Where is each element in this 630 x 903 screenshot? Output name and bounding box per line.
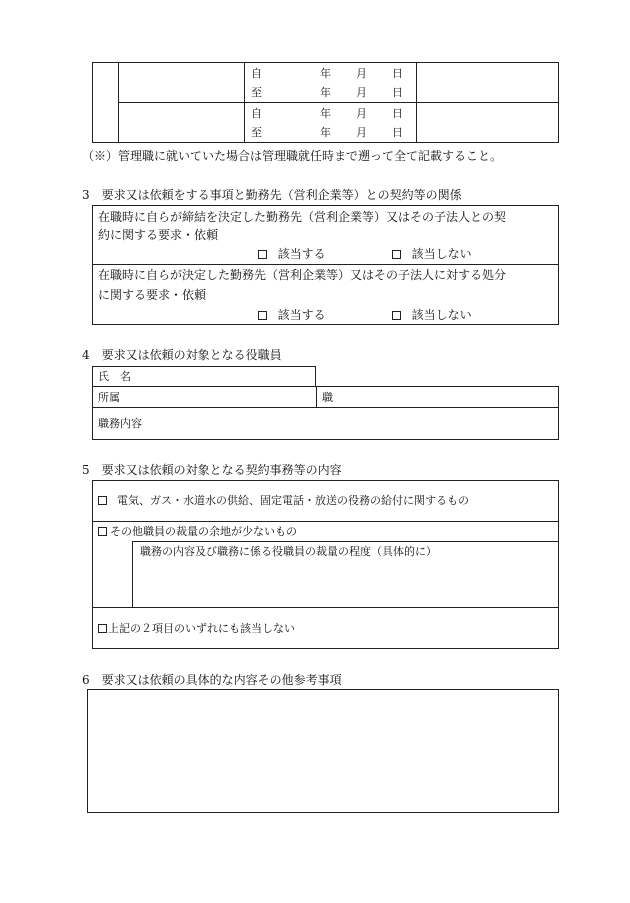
month-label: 月 xyxy=(356,86,367,99)
option3-label: 上記の２項目のいずれにも該当しない xyxy=(108,622,295,635)
item2-line2: に関する要求・依頼 xyxy=(98,288,207,302)
table-divider xyxy=(316,386,317,408)
name-label: 氏 名 xyxy=(98,370,131,383)
checkbox-icon[interactable] xyxy=(258,311,267,320)
applies-label: 該当する xyxy=(277,308,326,322)
table-divider xyxy=(92,264,559,265)
year-label: 年 xyxy=(320,126,331,139)
day-label: 日 xyxy=(392,107,403,120)
position-cell[interactable] xyxy=(417,63,558,101)
section4-title: 4 要求又は依頼の対象となる役職員 xyxy=(82,348,282,362)
dept-input[interactable] xyxy=(125,387,314,406)
checkbox-icon[interactable] xyxy=(98,527,107,536)
table-divider xyxy=(92,607,559,608)
table-divider xyxy=(132,541,559,542)
item2-line1: 在職時に自らが決定した勤務先（営利企業等）又はその子法人に対する処分 xyxy=(98,268,507,282)
checkbox-icon[interactable] xyxy=(392,311,401,320)
item1-line2: 約に関する要求・依頼 xyxy=(98,228,219,242)
not-applies-label: 該当しない xyxy=(411,308,472,322)
option1[interactable] xyxy=(98,495,469,506)
option2-detail-input[interactable] xyxy=(134,560,557,605)
year-label: 年 xyxy=(320,67,331,80)
note-text: （※）管理職に就いていた場合は管理職就任時まで遡って全て記載すること。 xyxy=(82,149,503,163)
applies-label: 該当する xyxy=(277,247,326,261)
checkbox-icon[interactable] xyxy=(392,250,401,259)
year-label: 年 xyxy=(320,86,331,99)
section5-title: 5 要求又は依頼の対象となる契約事務等の内容 xyxy=(82,463,342,477)
to-label: 至 xyxy=(251,126,262,139)
day-label: 日 xyxy=(392,67,403,80)
checkbox-icon[interactable] xyxy=(98,624,107,633)
position-cell[interactable] xyxy=(417,103,558,141)
duties-label: 職務内容 xyxy=(98,417,142,430)
position-label: 職 xyxy=(322,391,333,404)
name-input[interactable] xyxy=(140,367,314,385)
dept-label: 所属 xyxy=(98,391,120,404)
duties-input[interactable] xyxy=(150,408,557,438)
month-label: 月 xyxy=(356,67,367,80)
month-label: 月 xyxy=(356,107,367,120)
item1-line1: 在職時に自らが締結を決定した勤務先（営利企業等）又はその子法人との契 xyxy=(98,210,507,224)
company-name-cell[interactable] xyxy=(119,63,243,101)
option1-label: 電気、ガス・水道水の供給、固定電話・放送の役務の給付に関するもの xyxy=(117,494,469,507)
item1-applies-option[interactable] xyxy=(258,248,326,260)
from-label: 自 xyxy=(251,107,262,120)
from-label: 自 xyxy=(251,67,262,80)
option2-label: その他職員の裁量の余地が少ないもの xyxy=(110,525,297,538)
table-divider xyxy=(92,521,559,522)
day-label: 日 xyxy=(392,126,403,139)
section3-title: 3 要求又は依頼をする事項と勤務先（営利企業等）との契約等の関係 xyxy=(82,188,462,202)
not-applies-label: 該当しない xyxy=(411,247,472,261)
section6-textarea[interactable] xyxy=(87,689,559,813)
checkbox-icon[interactable] xyxy=(258,250,267,259)
day-label: 日 xyxy=(392,86,403,99)
item2-not-applies-option[interactable] xyxy=(392,309,472,321)
option2[interactable] xyxy=(98,526,297,537)
checkbox-icon[interactable] xyxy=(98,496,107,505)
year-label: 年 xyxy=(320,107,331,120)
section6-title: 6 要求又は依頼の具体的な内容その他参考事項 xyxy=(82,673,342,687)
company-name-cell[interactable] xyxy=(119,103,243,141)
position-input[interactable] xyxy=(340,387,557,406)
item1-not-applies-option[interactable] xyxy=(392,248,472,260)
month-label: 月 xyxy=(356,126,367,139)
option2-detail-label: 職務の内容及び職務に係る役職員の裁量の程度（具体的に） xyxy=(140,545,437,558)
option3[interactable] xyxy=(98,623,295,634)
item2-applies-option[interactable] xyxy=(258,309,326,321)
table-divider xyxy=(132,541,133,607)
to-label: 至 xyxy=(251,86,262,99)
